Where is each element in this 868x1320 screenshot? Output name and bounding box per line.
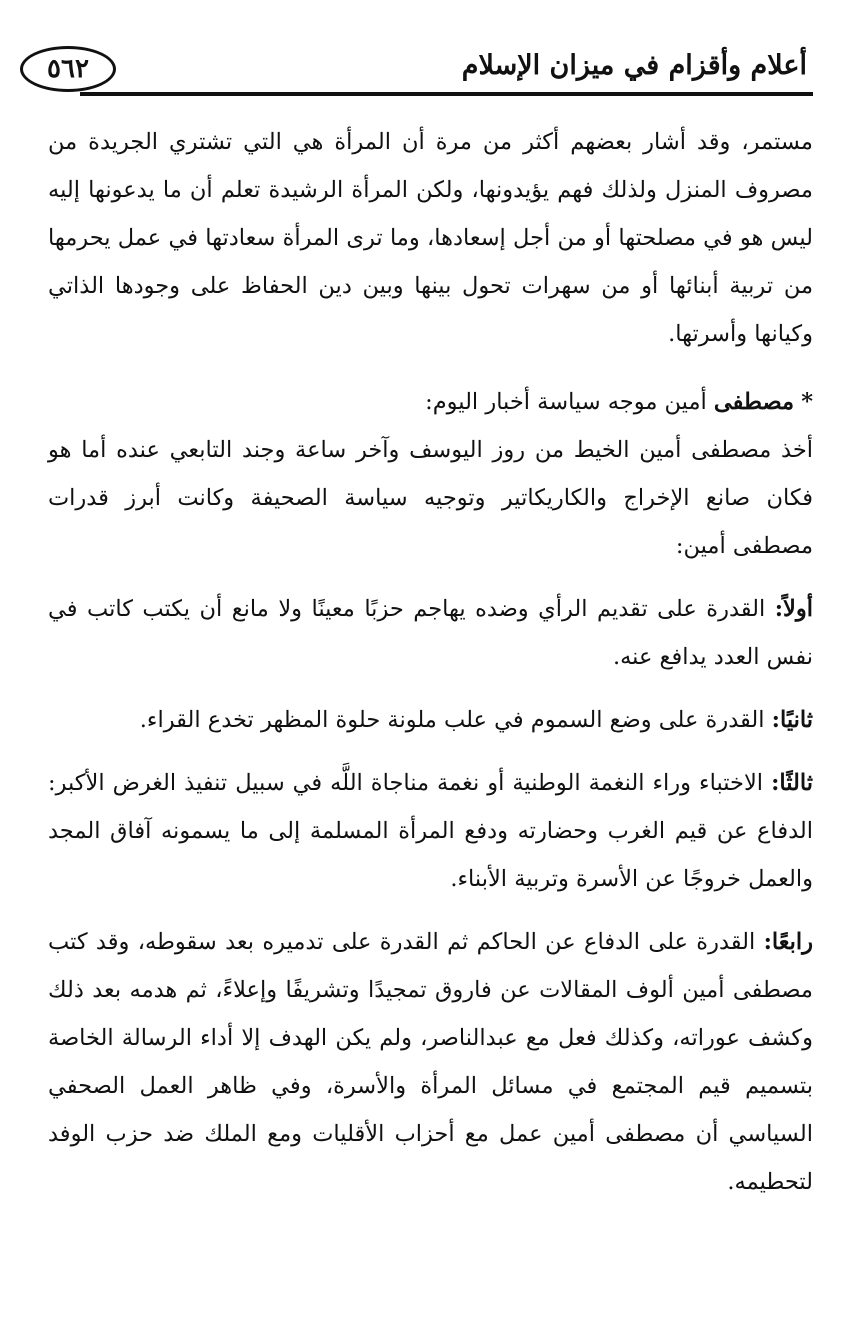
section-heading-rest: أمين موجه سياسة أخبار اليوم: (425, 389, 707, 415)
point-lead: أولاً: (774, 596, 813, 622)
point-text: الاختباء وراء النغمة الوطنية أو نغمة مناجاة اللَّه في سبيل تنفيذ الغرض الأكبر: الدفاع عن قيم الغرب وحضارته ودفع المرأة المسلمة إلى ما يسمونه آفاق المجد والعمل خروجًا عن الأسرة وتربية الأبناء. (48, 770, 813, 892)
point-text: القدرة على الدفاع عن الحاكم ثم القدرة على تدميره بعد سقوطه، وقد كتب مصطفى أمين ألوف المقالات عن فاروق تمجيدًا وتشريفًا وإعلاءً، ثم هدمه بعد ذلك وكشف عوراته، وكذلك فعل مع عبدالناصر، ولم يكن الهدف إلا أداء الرسالة الخاصة بتسميم قيم المجتمع في مسائل المرأة والأسرة، وفي ظاهر العمل الصحفي السياسي أن مصطفى أمين عمل مع أحزاب الأقليات ومع الملك ضد حزب الوفد لتحطيمه. (48, 929, 813, 1195)
paragraph-intro: أخذ مصطفى أمين الخيط من روز اليوسف وآخر ساعة وجند التابعي عنده أما هو فكان صانع الإخراج والكاريكاتير وتوجيه سياسة الصحيفة وكانت أبرز قدرات مصطفى أمين: (48, 437, 813, 559)
point-text: القدرة على وضع السموم في علب ملونة حلوة المظهر تخدع القراء. (139, 707, 765, 733)
section-heading (48, 378, 813, 426)
point-text: القدرة على تقديم الرأي وضده يهاجم حزبًا معينًا ولا مانع أن يكتب كاتب في نفس العدد يدافع عنه. (48, 596, 813, 670)
header-rule (80, 92, 813, 96)
page-number: ٥٦٢ (20, 46, 116, 92)
point-first (48, 585, 813, 681)
point-lead: رابعًا: (763, 929, 814, 955)
point-lead: ثالثًا: (771, 770, 814, 796)
paragraph-opening: مستمر، وقد أشار بعضهم أكثر من مرة أن المرأة هي التي تشتري الجريدة من مصروف المنزل ولذلك فهم يؤيدونها، ولكن المرأة الرشيدة تعلم أن ما يدعونها إليه ليس هو في مصلحتها أو من أجل إسعادها، وما ترى المرأة سعادتها في عمل يحرمها من تربية أبنائها أو من سهرات تحول بينها وبين دين الحفاظ على وجودها الذاتي وكيانها وأسرتها. (48, 129, 813, 347)
point-third (48, 759, 813, 903)
star-bullet-icon: * (801, 389, 813, 415)
section-heading-name: مصطفى (713, 389, 795, 415)
page-body (48, 118, 813, 1206)
point-second (48, 696, 813, 744)
running-header (20, 42, 813, 100)
point-fourth (48, 918, 813, 1206)
point-lead: ثانيًا: (771, 707, 813, 733)
book-title: أعلام وأقزام في ميزان الإسلام (461, 50, 807, 81)
